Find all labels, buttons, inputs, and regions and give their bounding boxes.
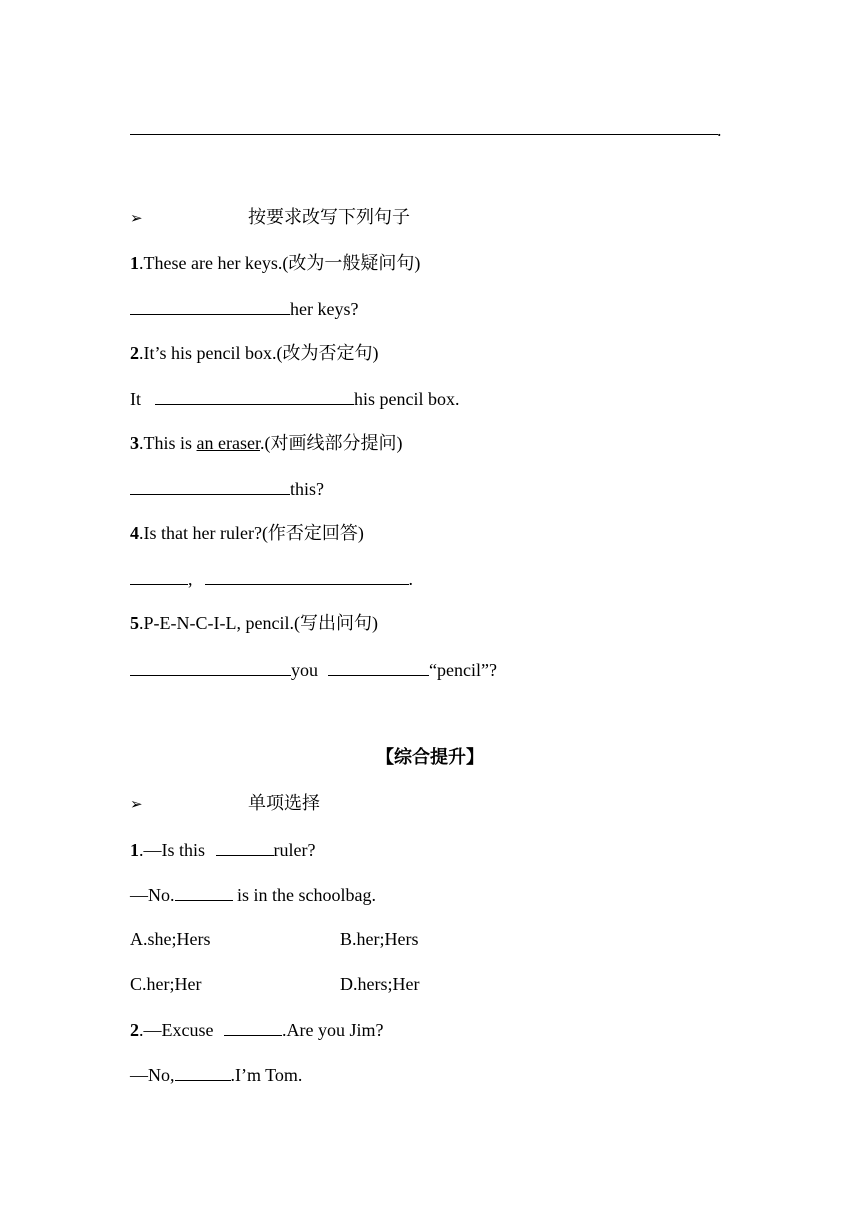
option-a[interactable]: A.she;Hers xyxy=(130,929,211,949)
answer-blank[interactable] xyxy=(130,476,290,495)
arrow-bullet-icon: ➢ xyxy=(130,209,143,227)
answer-blank[interactable] xyxy=(328,657,429,676)
answer-line-2 xyxy=(130,386,460,411)
answer-line-1 xyxy=(130,296,358,321)
question-text: .Are you Jim? xyxy=(281,1020,384,1040)
answer-text: , xyxy=(188,569,193,589)
question-2 xyxy=(130,341,378,365)
answer-text: It xyxy=(130,389,141,409)
answer-text: . xyxy=(408,569,413,589)
question-1 xyxy=(130,251,420,275)
underlined-phrase: an eraser xyxy=(196,433,260,453)
question-number: 1 xyxy=(130,840,139,860)
question-text: .I’m Tom. xyxy=(230,1065,303,1085)
answer-blank[interactable] xyxy=(175,1062,231,1081)
end-mark: . xyxy=(717,120,722,140)
question-text: .These are her keys.(改为一般疑问句) xyxy=(139,253,421,273)
option-b[interactable]: B.her;Hers xyxy=(340,929,419,949)
question-number: 3 xyxy=(130,433,139,453)
question-text: .—Excuse xyxy=(139,1020,218,1040)
section-title: 单项选择 xyxy=(248,793,320,814)
question-text: .Is that her ruler?(作否定回答) xyxy=(139,523,364,543)
question-number: 2 xyxy=(130,1020,139,1040)
question-5 xyxy=(130,611,378,635)
answer-blank[interactable] xyxy=(130,657,291,676)
answer-blank[interactable] xyxy=(155,386,354,405)
choice-question-2 xyxy=(130,1017,383,1042)
answer-line-4 xyxy=(130,566,413,591)
answer-blank[interactable] xyxy=(130,296,290,315)
question-text: ruler? xyxy=(273,840,316,860)
answer-blank[interactable] xyxy=(175,882,233,901)
question-text: .P-E-N-C-I-L, pencil.(写出问句) xyxy=(139,613,378,633)
answer-text: his pencil box. xyxy=(354,389,460,409)
section-header-rewrite xyxy=(130,205,410,230)
arrow-bullet-icon: ➢ xyxy=(130,795,143,813)
answer-blank[interactable] xyxy=(205,566,409,585)
answer-text: you xyxy=(291,660,318,680)
choice-question-1 xyxy=(130,837,315,862)
question-number: 5 xyxy=(130,613,139,633)
question-text: .(对画线部分提问) xyxy=(259,433,403,453)
option-d[interactable]: D.hers;Her xyxy=(340,974,420,994)
answer-line-5 xyxy=(130,657,497,682)
answer-text: this? xyxy=(290,479,324,499)
answer-line-3 xyxy=(130,476,324,501)
question-number: 2 xyxy=(130,343,139,363)
choice-question-2-line2 xyxy=(130,1062,302,1087)
question-number: 1 xyxy=(130,253,139,273)
question-3 xyxy=(130,431,402,455)
answer-blank[interactable] xyxy=(216,837,274,856)
answer-text: her keys? xyxy=(290,299,359,319)
question-text: —No, xyxy=(130,1065,175,1085)
question-text: —No. xyxy=(130,885,175,905)
choice-question-1-line2 xyxy=(130,882,376,907)
option-c[interactable]: C.her;Her xyxy=(130,974,202,994)
question-number: 4 xyxy=(130,523,139,543)
question-text: .—Is this xyxy=(139,840,210,860)
answer-text: “pencil”? xyxy=(429,660,497,680)
answer-rule xyxy=(130,134,718,135)
question-text: .This is xyxy=(139,433,197,453)
section-heading: 【综合提升】 xyxy=(376,747,484,768)
answer-blank[interactable] xyxy=(130,566,188,585)
answer-blank[interactable] xyxy=(224,1017,282,1036)
section-title: 按要求改写下列句子 xyxy=(248,207,410,228)
question-text: is in the schoolbag. xyxy=(232,885,376,905)
question-text: .It’s his pencil box.(改为否定句) xyxy=(139,343,379,363)
question-4 xyxy=(130,521,364,545)
section-header-choice xyxy=(130,791,320,816)
